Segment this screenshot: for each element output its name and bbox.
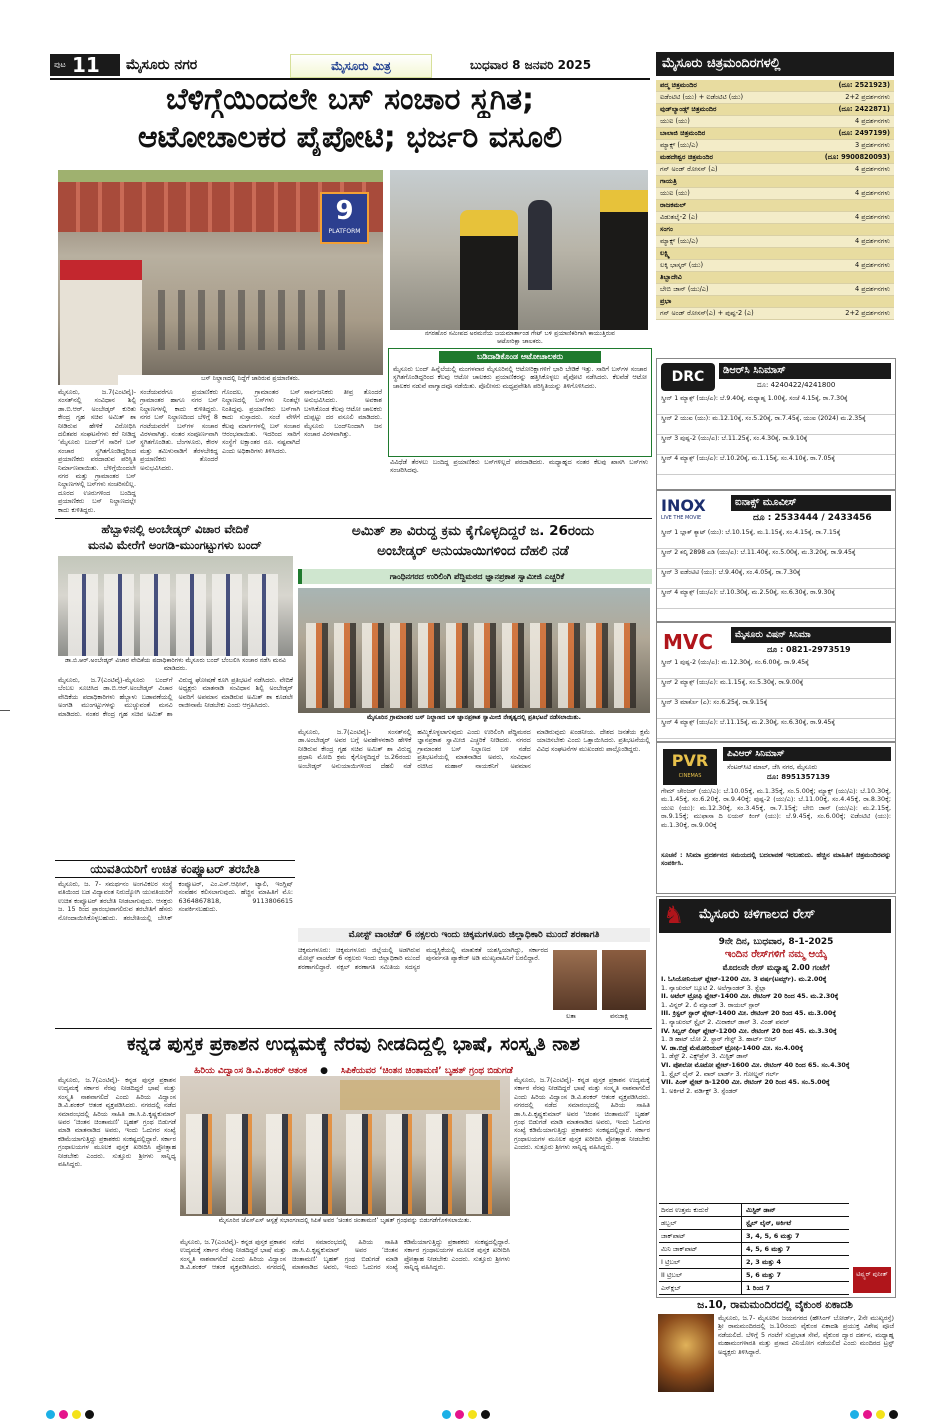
race-picks: 1. ಡೆಸ್ಟ್ 2. ಎಕ್ಸ್‌ಪ್ರೆಸ್ 3. ಮಿಸ್ಟಿಕ್ ಡಾನ್ — [661, 1052, 749, 1061]
pvr-address: ಸೆಂಟರ್‌ಸಿಟಿ ಮಾಲ್, ಜೆಸಿ ನಗರ, ಮೈಸೂರು — [727, 763, 818, 771]
story6-text-right: ಮೈಸೂರು, ಜ.7(ಎಂಟಿವೈ)- ಕನ್ನಡ ಪುಸ್ತಕ ಪ್ರಕಾಶನ ಉದ್ಯಮಕ್ಕೆ ಸರ್ಕಾರ ನೆರವು ನೀಡದಿದ್ದರೆ ಭಾಷೆ ಮತ್ತು ಸಂಸ್ಕೃತಿ ನಾಶವಾಗಲಿದೆ ಎಂದು ಹಿರಿಯ ವಿದ್ವಾಂಸ ಡಿ.ವಿ.ಶಂಕರ್ ಆತಂಕ ವ್ಯಕ್ತಪಡಿಸಿದರು. ನಗರದಲ್ಲಿ ನಡೆದ ಸಮಾರಂಭದಲ್ಲಿ ಹಿರಿಯ ಸಾಹಿತಿ ಡಾ.ಸಿ.ಪಿ.ಕೃಷ್ಣಕುಮಾರ್ ಅವರ ‘ಚಿಂತನ ಚಿಂತಾಮಣಿ’ ಬೃಹತ್ ಗ್ರಂಥ ಬಿಡುಗಡೆ ಮಾಡಿ ಮಾತನಾಡಿದ ಅವರು, ಇಂದು ಓದುಗರ ಸಂಖ್ಯೆ ಕಡಿಮೆಯಾಗುತ್ತಿದ್ದು ಪ್ರಕಾಶಕರು ಸಂಕಷ್ಟದಲ್ಲಿದ್ದಾರೆ. ಸರ್ಕಾರ ಗ್ರಂಥಾಲಯಗಳ ಮೂಲಕ ಪುಸ್ತಕ ಖರೀದಿಸಿ ಪ್ರೋತ್ಸಾಹ ನೀಡಬೇಕು ಎಂದರು. ಸುತ್ತೂರು ಶ್ರೀಗಳು ಸಾನ್ನಿಧ್ಯ ವಹಿಸಿದ್ದರು. — [514, 1076, 650, 1152]
summary-value: 4, 5, 6 ಮತ್ತು 7 — [746, 1245, 791, 1253]
cmyk-dot-black — [481, 1410, 490, 1419]
race-start: ಮೊದಲನೇ ರೇಸ್ ಮಧ್ಯಾಹ್ನ 2.00 ಗಂಟೆಗೆ — [722, 963, 830, 972]
show-count: 4 ಪ್ರದರ್ಶನಗಳು — [854, 117, 890, 125]
header-rule — [50, 78, 650, 80]
film-title: ಲಕ್ಕಿ ಭಾಸ್ಕರ್ (ಯು) — [660, 261, 704, 269]
race-picks: 1. ಸ್ಟೈಲ್ ಲೈನ್ 2. ವಾರ್ ಲಾರ್ಡ್ 3. ಗೋಲ್ಡನ್ ಗರ್ಲ್ — [661, 1069, 779, 1078]
lead-headline-1: ಬೆಳಿಗ್ಗೆಯಿಂದಲೇ ಬಸ್ ಸಂಚಾರ ಸ್ಥಗಿತ; — [165, 82, 535, 117]
race-picks: 1. ಡಿ ಹಾಟ್ ಬೋ 2. ಸ್ಟಾರ್ ಗೇಸ್ಟ್ 3. ಹಾರ್ಟ್ ಬೀಟ್ — [661, 1035, 777, 1044]
registration-marks-center — [440, 1404, 492, 1423]
bus — [60, 260, 142, 385]
page-number: 11 — [72, 53, 100, 77]
cinema-section-header — [656, 52, 894, 76]
race-entry: VII. ಪಿಂಕ್ ಪ್ಲೇಟ್ ಡಿ-1200 ಮೀ. ರೇಟಿಂಗ್ 20 ರಿಂದ 45. ಸಂ.5.00ಕ್ಕೆ — [661, 1078, 830, 1087]
race-summary-row — [659, 1204, 849, 1217]
story6-headline: ಕನ್ನಡ ಪುಸ್ತಕ ಪ್ರಕಾಶನ ಉದ್ಯಮಕ್ಕೆ ನೆರವು ನೀಡದಿದ್ದಲ್ಲಿ ಭಾಷೆ, ಸಂಸ್ಕೃತಿ ನಾಶ — [127, 1033, 580, 1055]
inox-phone: ದೂ : 2533444 / 2433456 — [753, 513, 872, 523]
film-row — [656, 260, 894, 272]
bus-station-photo — [58, 170, 383, 385]
bus-photo-caption: ಬಸ್ ನಿಲ್ದಾಣದಲ್ಲಿ ನಿದ್ದೆಗೆ ಜಾರಿರುವ ಪ್ರಯಾಣಿಕರು. — [118, 375, 383, 385]
story2-caption: ಡಾ.ಬಿ.ಆರ್.ಅಂಬೇಡ್ಕರ್ ವಿಚಾರ ವೇದಿಕೆಯ ಪದಾಧಿಕಾರಿಗಳು ಮೈಸೂರು ಬಂದ್ ಬೆಂಬಲಿಸಿ ಸಂಚಾರ ನಡೆಸಿ ಮನವಿ ಮಾಡಿದರು. — [64, 657, 287, 672]
film-row — [656, 308, 894, 320]
pvr-logo-text: PVR — [671, 751, 709, 770]
theatre-header — [656, 104, 894, 116]
mvc-cinemas — [656, 622, 896, 742]
drc-logo-text: DRC — [671, 369, 705, 385]
race-entry: II. ಅಟೆಲ್ ಟ್ರೋಫಿ ಪ್ಲೇಟ್-1400 ಮೀ. ರೇಟಿಂಗ್ 20 ರಿಂದ 45. ಮ.2.30ಕ್ಕೆ — [661, 992, 839, 1001]
show-count: 4 ಪ್ರದರ್ಶನಗಳು — [854, 189, 890, 197]
story3-caption: ಮೈಸೂರಿನ ಗ್ರಾಮಾಂತರ ಬಸ್ ನಿಲ್ದಾಣದ ಬಳಿ ಜ್ಞಾನಪ್ರಕಾಶ ಸ್ವಾಮೀಜಿ ನೇತೃತ್ವದಲ್ಲಿ ಪ್ರತಿಭಟನೆ ನಡೆಸಲಾಯಿತು. — [367, 714, 581, 721]
lead-column-5: ವಿವಿಧೆಡೆ ತೆರಳಲು ಬಂದಿದ್ದ ಪ್ರಯಾಣಿಕರು ಬಸ್‌ಗಳಿಲ್ಲದೆ ಪರದಾಡಿದರು. ಮಧ್ಯಾಹ್ನದ ನಂತರ ಕೆಲವು ಖಾಸಗಿ ಬಸ್‌ಗಳು ಸಂಚರಿಸಿದವು. — [390, 458, 648, 475]
page-label: ಪುಟ — [54, 60, 66, 69]
screen-schedule-row: ಸ್ಕ್ರೀನ್ 4 ಮ್ಯಾಕ್ಸ್ (ಯು/ಎ): ಬೆ.10.20ಕ್ಕೆ, ಮ.1.15ಕ್ಕೆ, ಸಂ.4.10ಕ್ಕೆ, ರಾ.7.05ಕ್ಕೆ — [657, 455, 895, 475]
cmyk-dot-magenta — [455, 1410, 464, 1419]
theatre-list — [656, 80, 894, 320]
summary-label: ಮಿನಿ ಜಾಕ್‌ಪಾಟ್ — [659, 1243, 742, 1255]
theatre-header — [656, 80, 894, 92]
race-summary-row — [659, 1269, 849, 1282]
pvr-logo — [663, 749, 717, 785]
race-summary-row — [659, 1282, 849, 1295]
naxal-name-2: ವನಜಾಕ್ಷಿ — [610, 1012, 629, 1020]
summary-value: ಮಿಸ್ಟಿಕ್ ಡಾನ್ — [746, 1206, 776, 1214]
race-entry: I. ಓಸಿಯೋನಿಯಸ್ ಪ್ಲೇಟ್-1200 ಮೀ. 3 ವರ್ಷ(ಟರ್ಮ್ಸ್). ಮ.2.00ಕ್ಕೆ — [661, 975, 827, 983]
naxal-photo-1 — [553, 950, 597, 1010]
race-summary-table — [659, 1203, 849, 1295]
stage-banner — [340, 1080, 500, 1110]
show-count: 3 ಪ್ರದರ್ಶನಗಳು — [854, 141, 890, 149]
drc-schedule — [657, 395, 895, 475]
summary-label: II ಟ್ರಿಬಲ್ — [659, 1269, 742, 1281]
pvr-tag: CINEMAS — [678, 773, 702, 779]
theatre-name: ರಾಜಕಮಲ್ — [660, 201, 686, 209]
drc-title-bar — [719, 363, 891, 379]
masthead-text: ಮೈಸೂರು ಮಿತ್ರ — [331, 59, 391, 73]
film-title: ಐಡೆಂಟಿಟಿ (ಯು) + ಐಡೆಂಟಿಟಿ (ಯು) — [660, 93, 744, 101]
drc-title: ಡಿಆರ್‌ಸಿ ಸಿನಿಮಾಸ್ — [723, 365, 786, 376]
story2-photo — [58, 556, 293, 656]
theatre-phone: (ದೂ: 2497199) — [838, 129, 890, 137]
auto-drivers-box — [388, 348, 652, 457]
race-picks: 1. ವಿನ್ನರ್ 2. ಲಿ ಮ್ಯಾಂಡ್ 3. ರಾಯಲ್ ಸ್ಟಾರ್ — [661, 1000, 761, 1009]
divider-2 — [55, 1028, 652, 1029]
page-number-box — [50, 54, 120, 76]
screen-schedule-row: ಸ್ಕ್ರೀನ್ 1 ಬ್ಲಾಕ್ ಕ್ಯಾಟ್ (ಯು): ಬೆ.10.15ಕ್ಕೆ, ಮ.1.15ಕ್ಕೆ, ಸಂ.4.15ಕ್ಕೆ, ರಾ.7.15ಕ್ಕೆ — [657, 529, 895, 549]
film-row — [656, 284, 894, 296]
theatre-name: ಲಕ್ಷ್ಮಿ — [660, 249, 670, 257]
cmyk-dot-magenta — [59, 1410, 68, 1419]
pvr-note: ಸೂಚನೆ : ಸಿನಿಮಾ ಪ್ರದರ್ಶನದ ಸಮಯದಲ್ಲಿ ಬದಲಾವಣೆ ಇರಬಹುದು. ಹೆಚ್ಚಿನ ಮಾಹಿತಿಗೆ ಚಿತ್ರಮಂದಿರವನ್ನು ಸಂಪರ್ಕಿಸಿ. — [661, 851, 891, 868]
story3-subhead-text: ಗಾಂಧಿನಗರದ ಉರಿಲಿಂಗಿ ಪೆದ್ದಿಮಠದ ಜ್ಞಾನಪ್ರಕಾಶ ಸ್ವಾಮೀಜಿ ಎಚ್ಚರಿಕೆ — [389, 572, 565, 581]
section-title: ಮೈಸೂರು ನಗರ — [126, 57, 198, 73]
theatre-name: ಪದ್ಮ ಚಿತ್ರಮಂದಿರ — [660, 81, 697, 89]
tipster-badge — [853, 1267, 891, 1293]
theatre-name: ಪ್ರಭಾ — [660, 297, 672, 305]
cmyk-dot-yellow — [468, 1410, 477, 1419]
lead-column-3: ಗೊಂದಲ, ಗ್ರಾಮಾಂತರ ಬಸ್ ನಿಲ್ದಾಣದಲ್ಲಿ ಬಸ್‌ಗಳು ನಿಂತಲ್ಲೇ ನಿಂತಿದ್ದವು. ಪ್ರಯಾಣಿಕರು ಬಸ್‌ಗಾಗಿ ಕಾದು ಸುಸ್ತಾದರು. ಸಂಜೆ ವೇಳೆಗೆ ಕೆಲವು ಮಾರ್ಗಗಳಲ್ಲಿ ಬಸ್ ಸಂಚಾರ ಆರಂಭವಾಯಿತು. ಇದರಿಂದ ಸಾರಿಗೆ ಸಂಸ್ಥೆಗೆ ಲಕ್ಷಾಂತರ ರೂ. ನಷ್ಟವಾಗಿದೆ ಎಂದು ಅಧಿಕಾರಿಗಳು ತಿಳಿಸಿದರು. — [222, 388, 300, 455]
screen-schedule-row: ಸ್ಕ್ರೀನ್ 3 ಪುಷ್ಪ-2 (ಯು/ಎ): ಬೆ.11.25ಕ್ಕೆ, ಸಂ.4.30ಕ್ಕೆ, ರಾ.9.10ಕ್ಕೆ — [657, 435, 895, 455]
race-list — [657, 975, 895, 1095]
race-summary-row — [659, 1243, 849, 1256]
story6-sub2: ಸಿಪಿಕೆಯವರ ‘ಚಿಂತನ ಚಿಂತಾಮಣಿ’ ಬೃಹತ್ ಗ್ರಂಥ ಬಿಡುಗಡೆ — [341, 1066, 513, 1076]
summary-value: 3, 4, 5, 6 ಮತ್ತು 7 — [746, 1232, 800, 1240]
show-count: 4 ಪ್ರದರ್ಶನಗಳು — [854, 261, 890, 269]
driver-figure — [528, 200, 552, 290]
mvc-schedule — [657, 659, 895, 739]
summary-label: I ಟ್ರಿಬಲ್ — [659, 1256, 742, 1268]
platform-sign — [320, 192, 369, 244]
registration-marks-right — [848, 1404, 900, 1423]
summary-value: 1 ರಿಂದ 7 — [746, 1284, 771, 1292]
story6-text-left: ಮೈಸೂರು, ಜ.7(ಎಂಟಿವೈ)- ಕನ್ನಡ ಪುಸ್ತಕ ಪ್ರಕಾಶನ ಉದ್ಯಮಕ್ಕೆ ಸರ್ಕಾರ ನೆರವು ನೀಡದಿದ್ದರೆ ಭಾಷೆ ಮತ್ತು ಸಂಸ್ಕೃತಿ ನಾಶವಾಗಲಿದೆ ಎಂದು ಹಿರಿಯ ವಿದ್ವಾಂಸ ಡಿ.ವಿ.ಶಂಕರ್ ಆತಂಕ ವ್ಯಕ್ತಪಡಿಸಿದರು. ನಗರದಲ್ಲಿ ನಡೆದ ಸಮಾರಂಭದಲ್ಲಿ ಹಿರಿಯ ಸಾಹಿತಿ ಡಾ.ಸಿ.ಪಿ.ಕೃಷ್ಣಕುಮಾರ್ ಅವರ ‘ಚಿಂತನ ಚಿಂತಾಮಣಿ’ ಬೃಹತ್ ಗ್ರಂಥ ಬಿಡುಗಡೆ ಮಾಡಿ ಮಾತನಾಡಿದ ಅವರು, ಇಂದು ಓದುಗರ ಸಂಖ್ಯೆ ಕಡಿಮೆಯಾಗುತ್ತಿದ್ದು ಪ್ರಕಾಶಕರು ಸಂಕಷ್ಟದಲ್ಲಿದ್ದಾರೆ. ಸರ್ಕಾರ ಗ್ರಂಥಾಲಯಗಳ ಮೂಲಕ ಪುಸ್ತಕ ಖರೀದಿಸಿ ಪ್ರೋತ್ಸಾಹ ನೀಡಬೇಕು ಎಂದರು. ಸುತ್ತೂರು ಶ್ರೀಗಳು ಸಾನ್ನಿಧ್ಯ ವಹಿಸಿದ್ದರು. — [58, 1076, 176, 1169]
inox-title: ಐನಾಕ್ಸ್ ಮೂವೀಸ್ — [735, 497, 797, 508]
race-summary-row — [659, 1256, 849, 1269]
lead-column-1: ಮೈಸೂರು, ಜ.7(ಎಂಟಿವೈ)- ಸಂಸತ್‌ನಲ್ಲಿ ಸಂವಿಧಾನ ಶಿಲ್ಪಿ ಡಾ.ಬಿ.ಆರ್. ಅಂಬೇಡ್ಕರ್ ಕುರಿತು ಕೇಂದ್ರ ಗೃಹ ಸಚಿವ ಅಮಿತ್ ಶಾ ನೀಡಿರುವ ಹೇಳಿಕೆ ವಿರೋಧಿಸಿ ದಲಿತಪರ ಸಂಘಟನೆಗಳು ಕರೆ ನೀಡಿದ್ದ ‘ಮೈಸೂರು ಬಂದ್’ಗೆ ಸಾರಿಗೆ ಬಸ್ ಸಂಚಾರ ಸ್ಥಗಿತಗೊಂಡಿದ್ದರಿಂದ ಪ್ರಯಾಣಿಕರು ಪರದಾಡುವ ಪರಿಸ್ಥಿತಿ ನಿರ್ಮಾಣವಾಯಿತು. ಬೆಳಿಗ್ಗೆಯಿಂದಲೇ ನಗರ ಮತ್ತು ಗ್ರಾಮಾಂತರ ಬಸ್ ನಿಲ್ದಾಣಗಳಲ್ಲಿ ಬಸ್‌ಗಳು ಸಂಚರಿಸಲಿಲ್ಲ. ದೂರದ ಊರುಗಳಿಂದ ಬಂದಿದ್ದ ಪ್ರಯಾಣಿಕರು ಬಸ್ ನಿಲ್ದಾಣದಲ್ಲೇ ಕಾದು ಕುಳಿತಿದ್ದರು. — [58, 388, 136, 514]
theatre-header — [656, 272, 894, 284]
theatre-header — [656, 224, 894, 236]
story2-headline-2: ಮನವಿ ಮೇರೆಗೆ ಅಂಗಡಿ-ಮುಂಗಟ್ಟುಗಳು ಬಂದ್ — [88, 538, 262, 552]
festival-headline: ಜ.10, ರಾಮಮಂದಿರದಲ್ಲಿ ವೈಕುಂಠ ಏಕಾದಶಿ — [697, 1299, 853, 1311]
book-release-caption: ಮೈಸೂರಿನ ಜೆಎಸ್‌ಎಸ್ ಆಸ್ಪತ್ರೆ ಸಭಾಂಗಣದಲ್ಲಿ ಸಿಪಿಕೆ ಅವರ ‘ಚಿಂತನ ಚಿಂತಾಮಣಿ’ ಬೃಹತ್ ಗ್ರಂಥವನ್ನು ಬಿಡುಗಡೆಗೊಳಿಸಲಾಯಿತು. — [218, 1217, 472, 1224]
cinema-listing — [656, 80, 894, 320]
show-count: 4 ಪ್ರದರ್ಶನಗಳು — [854, 213, 890, 221]
race-summary-row — [659, 1217, 849, 1230]
auto-rickshaw-photo — [390, 170, 648, 330]
race-day: 9ನೇ ದಿನ, ಬುಧವಾರ, 8-1-2025 — [718, 937, 834, 947]
auto-photo-caption: ನಗರಹೊರ ಸಮೀಪದ ಅರಮನೆಯ ಜಯಮಾರ್ತಾಂಡ ಗೇಟ್ ಬಳಿ ಪ್ರಯಾಣಿಕರಿಗಾಗಿ ಕಾಯುತ್ತಿರುವ ಆಟೋರಿಕ್ಷಾ ಚಾಲಕರು. — [424, 330, 616, 345]
film-row — [656, 116, 894, 128]
summary-label: ದಿನದ ಉತ್ತಮ ಕುದುರೆ — [659, 1204, 742, 1216]
mvc-phone: ದೂ : 0821-2973519 — [767, 645, 851, 654]
inox-schedule — [657, 529, 895, 609]
theatre-header — [656, 128, 894, 140]
lead-column-4: ಸಾರ್ವಜನಿಕರು ತೀವ್ರ ತೊಂದರೆ ಅನುಭವಿಸಿದರು. ಅವಕಾಶ ಬಳಸಿಕೊಂಡ ಕೆಲವು ಆಟೋ ಚಾಲಕರು ದುಪ್ಪಟ್ಟು ದರ ವಸೂಲಿ ಮಾಡಿದರು. ಮೈಸೂರು ಬಂದ್‌ನಿಂದಾಗಿ ಜನ ಸಂಚಾರ ವಿರಳವಾಗಿತ್ತು. — [304, 388, 382, 439]
screen-schedule-row: ಸ್ಕ್ರೀನ್ 1 ಪುಷ್ಪ-2 (ಯು/ಎ): ಮ.12.30ಕ್ಕೆ, ಸಂ.6.00ಕ್ಕೆ, ರಾ.9.45ಕ್ಕೆ — [657, 659, 895, 679]
auto-rickshaw-1 — [460, 210, 518, 330]
story3-protest-photo — [298, 588, 650, 713]
film-row — [656, 164, 894, 176]
theatre-header — [656, 248, 894, 260]
film-row — [656, 140, 894, 152]
story3-headline-2: ಅಂಬೇಡ್ಕರ್ ಅನುಯಾಯಿಗಳಿಂದ ದೆಹಲಿ ನಡೆ — [377, 543, 569, 559]
story3-text: ಮೈಸೂರು, ಜ.7(ಎಂಟಿವೈ)- ಸಂಸತ್‌ನಲ್ಲಿ ಡಾ.ಅಂಬೇಡ್ಕರ್ ಅವರ ಬಗ್ಗೆ ಅವಹೇಳನಕಾರಿ ಹೇಳಿಕೆ ನೀಡಿರುವ ಕೇಂದ್ರ ಗೃಹ ಸಚಿವ ಅಮಿತ್ ಶಾ ವಿರುದ್ಧ ಪ್ರಧಾನಿ ಮೋದಿ ಕ್ರಮ ಕೈಗೊಳ್ಳದಿದ್ದರೆ ಜ.26ರಂದು ಅಂಬೇಡ್ಕರ್ ಅನುಯಾಯಿಗಳಿಂದ ದೆಹಲಿ ನಡೆ ಹಮ್ಮಿಕೊಳ್ಳಲಾಗುವುದು ಎಂದು ಉರಿಲಿಂಗಿ ಪೆದ್ದಿಮಠದ ಜ್ಞಾನಪ್ರಕಾಶ ಸ್ವಾಮೀಜಿ ಎಚ್ಚರಿಕೆ ನೀಡಿದರು. ನಗರದ ಗ್ರಾಮಾಂತರ ಬಸ್ ನಿಲ್ದಾಣದ ಬಳಿ ನಡೆದ ಪ್ರತಿಭಟನೆಯಲ್ಲಿ ಮಾತನಾಡಿದ ಅವರು, ಸಂವಿಧಾನ ರಚಿಸಿದ ಮಹಾನ್ ನಾಯಕನಿಗೆ ಅಪಮಾನ ಮಾಡಿರುವುದು ಖಂಡನೀಯ. ದೇಶದ ಜನತೆಯ ಕ್ಷಮೆ ಯಾಚಿಸಬೇಕು ಎಂದು ಒತ್ತಾಯಿಸಿದರು. ಪ್ರತಿಭಟನೆಯಲ್ಲಿ ವಿವಿಧ ಸಂಘಟನೆಗಳ ಮುಖಂಡರು ಪಾಲ್ಗೊಂಡಿದ್ದರು. — [298, 728, 650, 770]
story4-text: ಮೈಸೂರು, ಜ. 7- ಸಮರ್ಥನಂ ಅಂಗವಿಕಲರ ಸಂಸ್ಥೆ ವತಿಯಿಂದ ಬಡ ವಿದ್ಯಾವಂತ ನಿರುದ್ಯೋಗಿ ಯುವತಿಯರಿಗೆ ಉಚಿತ ಕಂಪ್ಯೂಟರ್ ತರಬೇತಿ ನೀಡಲಾಗುವುದು. ಆಸಕ್ತರು ಜ. 15 ರಿಂದ ಪ್ರಾರಂಭವಾಗಲಿರುವ ತರಬೇತಿಗೆ ಹೆಸರು ನೋಂದಾಯಿಸಿಕೊಳ್ಳಬಹುದು. ತರಬೇತಿಯಲ್ಲಿ ಬೇಸಿಕ್ ಕಂಪ್ಯೂಟರ್, ಎಂ.ಎಸ್.ಆಫೀಸ್, ಟ್ಯಾಲಿ, ಇಂಗ್ಲಿಷ್ ಸಂವಹನ ಕಲಿಸಲಾಗುವುದು. ಹೆಚ್ಚಿನ ಮಾಹಿತಿಗೆ ಮೊ: 6364867818, 9113806615 ಸಂಪರ್ಕಿಸಬಹುದು. — [58, 880, 293, 922]
film-title: ಯುಐ (ಯು) — [660, 189, 690, 197]
race-picks: 1. ನ್ಯಾಚುರಲ್ ಬ್ಯೂಟಿ 2. ಅಲೆಗ್ಸಾಂಡರ್ 3. ಸ್ಟೆಲ್ಲಾ — [661, 983, 767, 992]
screen-schedule-row: ಸ್ಕ್ರೀನ್ 4 ಮ್ಯಾಕ್ಸ್ (ಯು/ಎ): ಬೆ.10.30ಕ್ಕೆ, ಮ.2.50ಕ್ಕೆ, ಸಂ.6.30ಕ್ಕೆ, ರಾ.9.30ಕ್ಕೆ — [657, 589, 895, 609]
race-entry: III. ಕ್ರಿಸ್ಟಲ್ ಸ್ಟಾರ್ ಪ್ಲೇಟ್-1400 ಮೀ. ರೇಟಿಂಗ್ 20 ರಿಂದ 45. ಮ.3.00ಕ್ಕೆ — [661, 1009, 837, 1018]
story6-subheads — [55, 1058, 652, 1076]
inox-tag: LIVE THE MOVIE — [661, 515, 702, 521]
book-release-photo — [180, 1076, 510, 1216]
summary-label: ಎಸ್‌ಕ್ಲಬ್ — [659, 1282, 742, 1294]
cmyk-dot-yellow — [876, 1410, 885, 1419]
theatre-header — [656, 200, 894, 212]
divider-1 — [55, 518, 652, 519]
drc-phone: ದೂ: 4240422/4241800 — [757, 381, 836, 389]
cmyk-dot-black — [889, 1410, 898, 1419]
theatre-phone: (ದೂ: 2521923) — [838, 81, 890, 89]
group-of-people — [68, 574, 283, 656]
screen-schedule-row: ಸ್ಕ್ರೀನ್ 1 ಮ್ಯಾಕ್ಸ್ (ಯು/ಎ): ಬೆ.9.40ಕ್ಕೆ, ಮಧ್ಯಾಹ್ನ 1.00ಕ್ಕೆ, ಸಂಜೆ 4.15ಕ್ಕೆ, ರಾ.7.30ಕ್ಕೆ — [657, 395, 895, 415]
naxal-name-1: ಲತಾ — [566, 1012, 576, 1020]
story2-headline-1: ಹೆಬ್ಬಾಳಿನಲ್ಲಿ ಅಂಬೇಡ್ಕರ್ ವಿಚಾರ ವೇದಿಕೆ — [101, 522, 249, 536]
cmyk-dot-cyan — [850, 1410, 859, 1419]
theatre-name: ಮಹದೇಶ್ವರ ಚಿತ್ರಮಂದಿರ — [660, 153, 713, 161]
theatre-phone: (ದೂ: 9900820093) — [824, 153, 890, 161]
film-title: ಯುಐ (ಯು) — [660, 117, 690, 125]
film-row — [656, 212, 894, 224]
show-count: 4 ಪ್ರದರ್ಶನಗಳು — [854, 165, 890, 173]
horse-icon: ♞ — [663, 901, 685, 929]
summary-label: ಜಾಕ್‌ಪಾಟ್ — [659, 1230, 742, 1242]
inox-cinemas — [656, 490, 896, 622]
drc-logo — [661, 363, 715, 391]
masthead-logo — [290, 54, 432, 78]
film-title: ಮ್ಯಾಕ್ಸ್ (ಯು/ಎ) — [660, 237, 699, 245]
summary-value: ಸ್ಟೈಲ್ ಲೈನ್, ಅರ್ಕಿಟೆ — [746, 1219, 792, 1227]
theatre-name: ಗಾಯತ್ರಿ — [660, 177, 677, 185]
pvr-title: ಪಿವಿಆರ್ ಸಿನಿಮಾಸ್ — [727, 749, 785, 759]
film-title: ಮ್ಯಾಕ್ಸ್ (ಯು/ಎ) — [660, 141, 699, 149]
pvr-title-bar — [723, 747, 891, 761]
bullet-icon: ● — [320, 1066, 328, 1076]
race-picks: 1. ನ್ಯಾಚುರಲ್ ಸ್ಟೈಲ್ 2. ಮಿರಾಕಲ್ ಡಾನ್ 3. ವಿಂಡ್ ಪವರ್ — [661, 1017, 790, 1026]
theatre-name: ಸಂಗಂ — [660, 225, 673, 233]
theatre-header — [656, 296, 894, 308]
theatre-name: ತಿಬ್ಬಾದೇವಿ — [660, 273, 682, 281]
auto-rickshaw-2 — [600, 190, 648, 330]
summary-label: ಡಬ್ಬಲ್ — [659, 1217, 742, 1229]
mvc-title: ಮೈಸೂರು ವಿಷನ್ ಸಿನಿಮಾ — [735, 630, 811, 640]
mvc-title-bar — [731, 627, 891, 643]
pvr-phone: ದೂ: 8951357139 — [767, 773, 830, 781]
inox-title-bar — [731, 495, 891, 511]
film-row — [656, 92, 894, 104]
mvc-logo-text: MVC — [663, 630, 714, 654]
story4-headline: ಯುವತಿಯರಿಗೆ ಉಚಿತ ಕಂಪ್ಯೂಟರ್ ತರಬೇತಿ — [55, 860, 295, 878]
deity-photo — [658, 1314, 714, 1392]
platform-number: 9 — [335, 196, 354, 226]
story6-sub1: ಹಿರಿಯ ವಿದ್ವಾಂಸ ಡಿ.ವಿ.ಶಂಕರ್ ಆತಂಕ — [194, 1066, 307, 1076]
race-entry: IV. ಸಿಲ್ವರ್ ಲೀಫ್ ಪ್ಲೇಟ್-1200 ಮೀ. ರೇಟಿಂಗ್ 20 ರಿಂದ 45. ಮ.3.30ಕ್ಕೆ — [661, 1026, 837, 1035]
race-subtitle: ಇಂದಿನ ರೇಸ್‌ಗಳಿಗೆ ನಮ್ಮ ಆಯ್ಕೆ — [724, 949, 828, 960]
film-row — [656, 188, 894, 200]
cmyk-dot-cyan — [442, 1410, 451, 1419]
show-count: 2+2 ಪ್ರದರ್ಶನಗಳು — [845, 93, 890, 101]
film-title: ಗನ್ ಅಂಡ್ ರೋಸಸ್ (ಎ) — [660, 165, 718, 173]
platform-label: PLATFORM — [328, 228, 361, 235]
screen-schedule-row: ಸ್ಕ್ರೀನ್ 2 ಮ್ಯಾಕ್ಸ್ (ಯು/ಎ): ಮ.1.15ಕ್ಕೆ, ಸಂ.5.30ಕ್ಕೆ, ರಾ.9.00ಕ್ಕೆ — [657, 679, 895, 699]
issue-date: ಬುಧವಾರ 8 ಜನವರಿ 2025 — [470, 58, 592, 72]
story6-text-bottom: ಮೈಸೂರು, ಜ.7(ಎಂಟಿವೈ)- ಕನ್ನಡ ಪುಸ್ತಕ ಪ್ರಕಾಶನ ಉದ್ಯಮಕ್ಕೆ ಸರ್ಕಾರ ನೆರವು ನೀಡದಿದ್ದರೆ ಭಾಷೆ ಮತ್ತು ಸಂಸ್ಕೃತಿ ನಾಶವಾಗಲಿದೆ ಎಂದು ಹಿರಿಯ ವಿದ್ವಾಂಸ ಡಿ.ವಿ.ಶಂಕರ್ ಆತಂಕ ವ್ಯಕ್ತಪಡಿಸಿದರು. ನಗರದಲ್ಲಿ ನಡೆದ ಸಮಾರಂಭದಲ್ಲಿ ಹಿರಿಯ ಸಾಹಿತಿ ಡಾ.ಸಿ.ಪಿ.ಕೃಷ್ಣಕುಮಾರ್ ಅವರ ‘ಚಿಂತನ ಚಿಂತಾಮಣಿ’ ಬೃಹತ್ ಗ್ರಂಥ ಬಿಡುಗಡೆ ಮಾಡಿ ಮಾತನಾಡಿದ ಅವರು, ಇಂದು ಓದುಗರ ಸಂಖ್ಯೆ ಕಡಿಮೆಯಾಗುತ್ತಿದ್ದು ಪ್ರಕಾಶಕರು ಸಂಕಷ್ಟದಲ್ಲಿದ್ದಾರೆ. ಸರ್ಕಾರ ಗ್ರಂಥಾಲಯಗಳ ಮೂಲಕ ಪುಸ್ತಕ ಖರೀದಿಸಿ ಪ್ರೋತ್ಸಾಹ ನೀಡಬೇಕು ಎಂದರು. ಸುತ್ತೂರು ಶ್ರೀಗಳು ಸಾನ್ನಿಧ್ಯ ವಹಿಸಿದ್ದರು. — [180, 1238, 510, 1272]
mvc-logo — [663, 629, 723, 655]
race-picks: 1. ಅರ್ಕಿಟೆ 2. ವರ್ಡಿಕ್ಟ್ 3. ಸ್ಪೆಂಡರ್ — [661, 1086, 738, 1095]
waiting-people — [158, 290, 358, 350]
theatre-header — [656, 152, 894, 164]
show-count: 4 ಪ್ರದರ್ಶನಗಳು — [854, 285, 890, 293]
theatre-name: ವುಡ್‌ಲ್ಯಾಂಡ್ಸ್ ಚಿತ್ರಮಂದಿರ — [660, 105, 717, 113]
show-count: 2+2 ಪ್ರದರ್ಶನಗಳು — [845, 309, 890, 317]
story5-headline: ಮೋಸ್ಟ್ ವಾಂಟೆಡ್ 6 ನಕ್ಸಲರು ಇಂದು ಚಿಕ್ಕಮಗಳೂರು ಜಿಲ್ಲಾಧಿಕಾರಿ ಮುಂದೆ ಶರಣಾಗತಿ — [298, 928, 650, 942]
cmyk-dot-black — [85, 1410, 94, 1419]
naxal-photo-2 — [602, 950, 646, 1010]
theatre-phone: (ದೂ: 2422871) — [838, 105, 890, 113]
story2-text: ಮೈಸೂರು, ಜ.7(ಎಂಟಿವೈ)-ಮೈಸೂರು ಬಂದ್‌ಗೆ ಬೆಂಬಲ ಸೂಚಿಸಿದ ಡಾ.ಬಿ.ಆರ್.ಅಂಬೇಡ್ಕರ್ ವಿಚಾರ ವೇದಿಕೆಯ ಪದಾಧಿಕಾರಿಗಳು ಹೆಬ್ಬಾಳು ಬಡಾವಣೆಯಲ್ಲಿ ಅಂಗಡಿ ಮುಂಗಟ್ಟುಗಳನ್ನು ಮುಚ್ಚುವಂತೆ ಮನವಿ ಮಾಡಿದರು. ನಂತರ ಕೇಂದ್ರ ಗೃಹ ಸಚಿವ ಅಮಿತ್ ಶಾ ವಿರುದ್ಧ ಘೋಷಣೆ ಕೂಗಿ ಪ್ರತಿಭಟನೆ ನಡೆಸಿದರು. ವೇದಿಕೆ ಅಧ್ಯಕ್ಷರು ಮಾತನಾಡಿ ಸಂವಿಧಾನ ಶಿಲ್ಪಿ ಅಂಬೇಡ್ಕರ್ ಅವರಿಗೆ ಅಪಮಾನ ಮಾಡಿರುವ ಅಮಿತ್ ಶಾ ಕೂಡಲೇ ರಾಜೀನಾಮೆ ನೀಡಬೇಕು ಎಂದು ಆಗ್ರಹಿಸಿದರು. — [58, 676, 293, 718]
show-count: 4 ಪ್ರದರ್ಶನಗಳು — [854, 237, 890, 245]
theatre-header — [656, 176, 894, 188]
summary-value: 2, 3 ಮತ್ತು 4 — [746, 1258, 782, 1266]
page-header — [50, 54, 650, 76]
race-entry: V. ಡಾ.ಬಿಡ್ರೆ ಮೆಮೋರಿಯಲ್ ಟ್ರೋಫಿ-1400 ಮೀ. ಸಂ.4.00ಕ್ಕೆ — [661, 1043, 804, 1052]
film-title: ಬೇಬಿ ಜಾನ್ (ಯು/ಎ) — [660, 285, 709, 293]
drc-cinemas — [656, 358, 896, 490]
pvr-cinemas — [656, 742, 896, 894]
box-text: ಮೈಸೂರು ಬಂದ್ ಹಿನ್ನೆಲೆಯಲ್ಲಿ ಮಂಗಳವಾರ ಮೈಸೂರಿನಲ್ಲಿ ಆಟೋರಿಕ್ಷಾಗಳಿಗೆ ಭಾರಿ ಬೇಡಿಕೆ ಇತ್ತು. ಸಾರಿಗೆ ಬಸ್‌ಗಳ ಸಂಚಾರ ಸ್ಥಗಿತಗೊಂಡಿದ್ದರಿಂದ ಕೆಲವು ಆಟೋ ಚಾಲಕರು ಪ್ರಯಾಣಿಕರನ್ನು ಹತ್ತಿಸಿಕೊಳ್ಳಲು ಪೈಪೋಟಿ ನಡೆಸಿದರು. ಕೆಲವೆಡೆ ಆಟೋ ಚಾಲಕರ ನಡುವೆ ವಾಗ್ವಾದವೂ ನಡೆಯಿತು. ಪೊಲೀಸರು ಮಧ್ಯಪ್ರವೇಶಿಸಿ ಪರಿಸ್ಥಿತಿಯನ್ನು ತಿಳಿಗೊಳಿಸಿದರು. — [393, 365, 647, 390]
cmyk-dot-yellow — [72, 1410, 81, 1419]
race-card — [656, 896, 896, 1298]
cmyk-dot-cyan — [46, 1410, 55, 1419]
race-entry: VI. ಪೋಲೋ ಮೊಟೋ ಪ್ಲೇಟ್-1600 ಮೀ. ರೇಟಿಂಗ್ 40 ರಿಂದ 65. ಸಂ.4.30ಕ್ಕೆ — [661, 1060, 850, 1069]
film-row — [656, 236, 894, 248]
screen-schedule-row: ಸ್ಕ್ರೀನ್ 3 ಮಾರ್ಕೊ (ಎ): ಸಂ.6.25ಕ್ಕೆ, ರಾ.9.15ಕ್ಕೆ — [657, 699, 895, 719]
screen-schedule-row: ಸ್ಕ್ರೀನ್ 4 ಮ್ಯಾಕ್ಸ್ (ಯು/ಎ): ಬೆ.11.15ಕ್ಕೆ, ಮ.2.30ಕ್ಕೆ, ಸಂ.6.30ಕ್ಕೆ, ರಾ.9.45ಕ್ಕೆ — [657, 719, 895, 739]
theatre-name: ಬಾಲಾಜಿ ಚಿತ್ರಮಂದಿರ — [660, 129, 706, 137]
cinema-section-title: ಮೈಸೂರು ಚಿತ್ರಮಂದಿರಗಳಲ್ಲಿ — [662, 56, 781, 71]
race-summary-row — [659, 1230, 849, 1243]
race-title: ಮೈಸೂರು ಚಳಿಗಾಲದ ರೇಸ್ — [699, 907, 816, 922]
tipster-name: ಟಿಪ್ಸ್ಟರ್ ಪುನೀತ್ — [856, 1271, 888, 1278]
story5-text: ಚಿಕ್ಕಮಗಳೂರು: ಚಿಕ್ಕಮಗಳೂರು ಜಿಲ್ಲೆಯಲ್ಲಿ ಅಡಗಿರುವ ಮೋಸ್ಟ್ ವಾಂಟೆಡ್ 6 ನಕ್ಸಲರು ಇಂದು ಜಿಲ್ಲಾಧಿಕಾರಿ ಮುಂದೆ ಶರಣಾಗಲಿದ್ದಾರೆ. ನಕ್ಸಲ್ ಶರಣಾಗತಿ ಸಮಿತಿಯ ಸದಸ್ಯರ ಮಧ್ಯಸ್ಥಿಕೆಯಲ್ಲಿ ಮಾತುಕತೆ ಯಶಸ್ವಿಯಾಗಿದ್ದು, ಸರ್ಕಾರದ ಪುನರ್ವಸತಿ ಪ್ಯಾಕೇಜ್ ಅಡಿ ಮುಖ್ಯವಾಹಿನಿಗೆ ಬರಲಿದ್ದಾರೆ. — [298, 946, 548, 971]
festival-text: ಮೈಸೂರು, ಜ.7- ಮೈಸೂರಿನ ಜಯನಗರದ (ಹೌಸಿಂಗ್ ಬೋರ್ಡ್, 2ನೇ ಮುಖ್ಯರಸ್ತೆ) ಶ್ರೀ ರಾಮಮಂದಿರದಲ್ಲಿ ಜ.10ರಂದು ವೈಕುಂಠ ಏಕಾದಶಿ ಪ್ರಯುಕ್ತ ವಿಶೇಷ ಪೂಜೆ ನಡೆಯಲಿದೆ. ಬೆಳಿಗ್ಗೆ 5 ಗಂಟೆಗೆ ಸುಪ್ರಭಾತ ಸೇವೆ, ವೈಕುಂಠ ದ್ವಾರ ದರ್ಶನ, ಮಧ್ಯಾಹ್ನ ಮಹಾಮಂಗಳಾರತಿ ಮತ್ತು ಪ್ರಸಾದ ವಿನಿಯೋಗ ನಡೆಯಲಿದೆ ಎಂದು ಮಂದಿರದ ಟ್ರಸ್ಟ್ ಅಧ್ಯಕ್ಷರು ತಿಳಿಸಿದ್ದಾರೆ. — [718, 1314, 894, 1356]
margin-tick — [0, 710, 10, 711]
registration-marks-left — [44, 1404, 96, 1423]
lead-column-2: ಸಂಜೆಯವರೆಗೂ ಪ್ರಯಾಣಿಕರು ಗ್ರಾಮಾಂತರ ಹಾಗೂ ನಗರ ಬಸ್ ನಿಲ್ದಾಣಗಳಲ್ಲಿ ಕಾದು ಕುಳಿತಿದ್ದರು. ನಗರ ಬಸ್ ನಿಲ್ದಾಣದಿಂದ ಬೆಳಿಗ್ಗೆ 8 ಗಂಟೆಯವರೆಗೆ ಬಸ್‌ಗಳ ಸಂಚಾರ ವಿರಳವಾಗಿತ್ತು. ನಂತರ ಸಂಪೂರ್ಣವಾಗಿ ಸ್ಥಗಿತಗೊಂಡಿತು. ಬೆಂಗಳೂರು, ಕೇರಳ ಮತ್ತು ತಮಿಳುನಾಡಿಗೆ ತೆರಳಬೇಕಿದ್ದ ಪ್ರಯಾಣಿಕರು ತೊಂದರೆ ಅನುಭವಿಸಿದರು. — [140, 388, 218, 472]
screen-schedule-row: ಸ್ಕ್ರೀನ್ 2 ಕಲ್ಕಿ 2898 ಎಡಿ (ಯು/ಎ): ಬೆ.11.40ಕ್ಕೆ, ಸಂ.5.00ಕ್ಕೆ, ಮ.3.20ಕ್ಕೆ, ರಾ.9.45ಕ್ಕೆ — [657, 549, 895, 569]
pvr-schedule: ಗೇಮ್ ಚೇಂಜರ್ (ಯು/ಎ): ಬೆ.10.05ಕ್ಕೆ, ಮ.1.35ಕ್ಕೆ, ಸಂ.5.00ಕ್ಕೆ; ಮ್ಯಾಕ್ಸ್ (ಯು/ಎ): ಬೆ.10.30ಕ್ಕೆ, ಮ.1.45ಕ್ಕೆ, ಸಂ.6.20ಕ್ಕೆ, ರಾ.9.40ಕ್ಕೆ; ಪುಷ್ಪ-2 (ಯು/ಎ): ಬೆ.11.00ಕ್ಕೆ, ಸಂ.4.45ಕ್ಕೆ, ರಾ.8.30ಕ್ಕೆ; ಯುಐ (ಯು): ಮ.12.30ಕ್ಕೆ, ಸಂ.3.45ಕ್ಕೆ, ರಾ.7.15ಕ್ಕೆ; ಬೇಬಿ ಜಾನ್ (ಯು/ಎ): ಮ.2.15ಕ್ಕೆ, ರಾ.9.15ಕ್ಕೆ; ಮುಫಾಸಾ ದಿ ಲಯನ್ ಕಿಂಗ್ (ಯು): ಬೆ.9.45ಕ್ಕೆ, ಸಂ.6.00ಕ್ಕೆ; ಐಡೆಂಟಿಟಿ (ಯು): ಮ.1.30ಕ್ಕೆ, ರಾ.9.00ಕ್ಕೆ — [661, 787, 891, 829]
dignitaries — [186, 1114, 504, 1214]
story3-headline-1: ಅಮಿತ್ ಶಾ ವಿರುದ್ಧ ಕ್ರಮ ಕೈಗೊಳ್ಳದಿದ್ದರೆ ಜ. 26ರಂದು — [351, 523, 595, 539]
story3-subhead — [298, 569, 652, 584]
cmyk-dot-magenta — [863, 1410, 872, 1419]
race-header — [659, 899, 891, 933]
box-title: ಬಡಿದಾಡಿಕೊಂಡ ಆಟೋಚಾಲಕರು — [439, 351, 601, 363]
inox-logo — [661, 497, 725, 527]
inox-logo-text: INOX — [661, 496, 706, 515]
film-title: ಗನ್ ಅಂಡ್ ರೋಸಸ್(ಎ) + ಪುಷ್ಪ-2 (ಎ) — [660, 309, 754, 317]
lead-headline-2: ಆಟೋಚಾಲಕರ ಪೈಪೋಟಿ; ಭರ್ಜರಿ ವಸೂಲಿ — [137, 120, 563, 155]
summary-value: 5, 6 ಮತ್ತು 7 — [746, 1271, 782, 1279]
protesters — [306, 623, 642, 708]
screen-schedule-row: ಸ್ಕ್ರೀನ್ 3 ಐಡೆಂಟಿಟಿ (ಯು): ಬೆ.9.40ಕ್ಕೆ, ಸಂ.4.05ಕ್ಕೆ, ರಾ.7.30ಕ್ಕೆ — [657, 569, 895, 589]
screen-schedule-row: ಸ್ಕ್ರೀನ್ 2 ಯುಐ (ಯು): ಮ.12.10ಕ್ಕೆ, ಸಂ.5.20ಕ್ಕೆ, ರಾ.7.45ಕ್ಕೆ, ಯುಐ (2024) ಮ.2.35ಕ್ಕೆ — [657, 415, 895, 435]
film-title: ವಿಡುತಲೈ-2 (ಎ) — [660, 213, 698, 221]
